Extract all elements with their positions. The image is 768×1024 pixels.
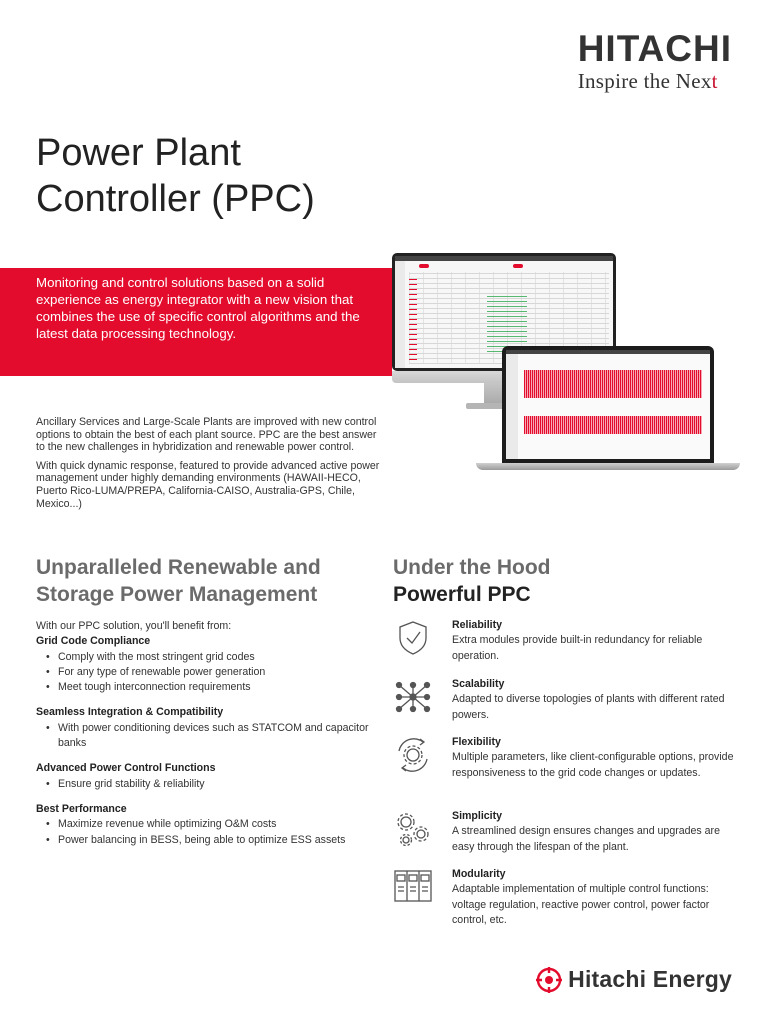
benefit-group-title: Best Performance xyxy=(36,802,127,815)
screen-bar-chart xyxy=(524,370,702,398)
feature-text: Multiple parameters, like client-configurable options, provide responsiveness to the grid code changes or updates. xyxy=(452,751,734,779)
feature-title: Flexibility xyxy=(452,736,501,748)
intro-banner xyxy=(0,268,392,376)
laptop-base xyxy=(476,463,740,470)
logo-tagline xyxy=(578,70,732,92)
logo-brand: HITACHI xyxy=(577,28,732,69)
hitachi-logo xyxy=(578,30,732,92)
benefit-item: • Power balancing in BESS, being able to optimize ESS assets xyxy=(46,833,376,848)
feature-title: Modularity xyxy=(452,868,506,880)
screen-topbar xyxy=(506,350,710,354)
section-heading-line: Unparalleled Renewable and xyxy=(36,556,321,579)
benefit-item: • Comply with the most stringent grid codes xyxy=(46,650,376,665)
benefit-group xyxy=(36,802,376,848)
benefits-list xyxy=(36,619,376,858)
feature-title: Reliability xyxy=(452,619,503,631)
section-heading-management xyxy=(36,554,366,608)
benefit-item: • Maximize revenue while optimizing O&M costs xyxy=(46,817,376,832)
benefit-group xyxy=(36,634,376,695)
screen-green-indicators xyxy=(487,292,527,352)
benefit-item: • Meet tough interconnection requirements xyxy=(46,680,376,695)
section-heading-line: Storage Power Management xyxy=(36,583,318,606)
benefit-item: • For any type of renewable power generation xyxy=(46,665,376,680)
benefit-group xyxy=(36,705,376,751)
benefit-group-title: Seamless Integration & Compatibility xyxy=(36,706,224,719)
page-title-line2: Controller (PPC) xyxy=(36,178,315,220)
screen-red-badge xyxy=(419,264,429,268)
logo-tagline-main: Inspire the Nex xyxy=(577,69,712,93)
network-nodes-icon xyxy=(393,677,433,717)
screen-red-labels xyxy=(409,278,417,360)
section-heading-powerful-ppc: Powerful PPC xyxy=(393,583,531,606)
feature-title: Simplicity xyxy=(452,810,503,822)
feature-text: A streamlined design ensures changes and upgrades are easy through the lifespan of the plant. xyxy=(452,825,720,853)
intro-paragraph: With quick dynamic response, featured to provide advanced active power management under highly demanding environments (HAWAII-HECO, Puerto Rico-LUMA/PREPA, California-CAISO, Australia-GPS, Chile, Mexico...) xyxy=(36,459,380,510)
feature-text: Adaptable implementation of multiple control functions: voltage regulation, reactive power control, power factor control, etc. xyxy=(452,883,710,926)
hitachi-energy-emblem-icon xyxy=(536,967,562,993)
modules-cabinet-icon xyxy=(393,867,433,907)
banner-text: Monitoring and control solutions based on a solid experience as energy integrator with a new vision that combines the use of specific control algorithms and the latest data processing technology. xyxy=(36,275,360,341)
screen-sidebar xyxy=(506,354,518,459)
laptop-screen xyxy=(502,346,714,464)
benefit-group xyxy=(36,761,376,792)
benefit-group-title: Grid Code Compliance xyxy=(36,635,151,648)
intro-text xyxy=(36,416,380,510)
benefit-group-title: Advanced Power Control Functions xyxy=(36,762,216,775)
logo-tagline-end: t xyxy=(711,69,718,93)
benefit-item: • Ensure grid stability & reliability xyxy=(46,777,376,792)
page-title-line1: Power Plant xyxy=(36,132,241,174)
screen-sidebar xyxy=(395,261,405,368)
feature-text: Extra modules provide built-in redundancy for reliable operation. xyxy=(452,634,703,662)
gear-cycle-icon xyxy=(393,735,433,775)
benefit-items xyxy=(36,650,376,696)
gears-icon xyxy=(393,809,433,849)
section-heading-under-the-hood: Under the Hood xyxy=(393,556,551,579)
footer-brand: Hitachi Energy xyxy=(568,966,732,992)
screen-red-badge xyxy=(513,264,523,268)
screen-bar-chart xyxy=(524,416,702,434)
benefits-lead: With our PPC solution, you'll benefit from: xyxy=(36,620,232,632)
dashboard-chart-screenshot xyxy=(506,350,710,459)
page-title xyxy=(36,130,436,222)
intro-paragraph: Ancillary Services and Large-Scale Plants are improved with new control options to obtain the best of each plant source. PPC are the best answer to the new challenges in hybridization and renewable power control. xyxy=(36,416,377,454)
shield-check-icon xyxy=(393,618,433,658)
laptop-image xyxy=(476,346,740,470)
benefit-items xyxy=(36,721,376,752)
benefit-items xyxy=(36,777,376,792)
feature-text: Adapted to diverse topologies of plants with different rated powers. xyxy=(452,693,725,721)
feature-title: Scalability xyxy=(452,678,505,690)
benefit-items xyxy=(36,817,376,848)
screen-topbar xyxy=(395,256,613,261)
hitachi-energy-logo xyxy=(536,966,732,993)
benefit-item: • With power conditioning devices such as STATCOM and capacitor banks xyxy=(46,721,376,752)
